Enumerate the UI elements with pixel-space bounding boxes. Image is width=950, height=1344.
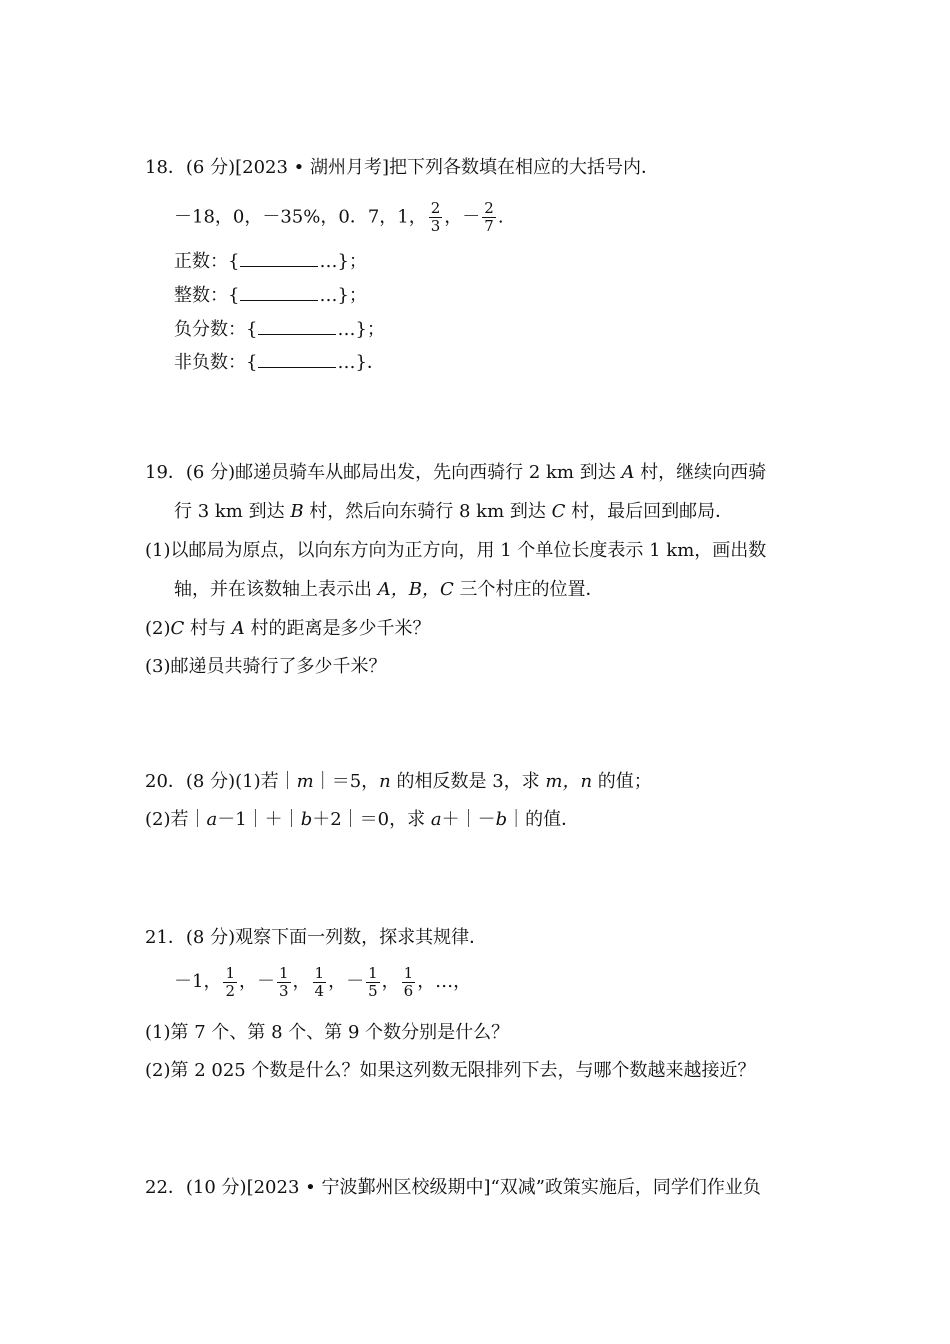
answer-blank[interactable]	[240, 252, 318, 267]
fraction-1-6: $\frac{1}{6}$	[403, 963, 414, 1000]
q20-line-2: (2)若｜a－1｜＋｜b＋2｜＝0，求 a＋｜－b｜的值．	[145, 809, 580, 830]
q18-heading: 18．(6 分)[2023 • 湖州月考]把下列各数填在相应的大括号内．	[145, 157, 660, 178]
q18-numbers-end: .	[497, 206, 504, 228]
q20-line-1: 20．(8 分)(1)若｜m｜＝5，n 的相反数是 3，求 m，n 的值；	[145, 771, 652, 792]
fraction-2-7: $\frac{2}{7}$	[484, 199, 494, 235]
fraction-2-3: $\frac{2}{3}$	[430, 199, 441, 235]
q18-separator: ，－	[444, 206, 481, 228]
q22-heading: 22．(10 分)[2023 • 宁波鄞州区校级期中]“双减”政策实施后，同学们作业负	[145, 1177, 761, 1198]
q21-part-1: (1)第 7 个、第 8 个、第 9 个数分别是什么？	[145, 1022, 510, 1043]
fraction-1-3: $\frac{1}{3}$	[279, 963, 289, 1000]
fraction-1-5: $\frac{1}{5}$	[368, 963, 378, 1000]
q18-numbers	[174, 200, 504, 235]
q18-numbers-prefix: －18，0，－35%，0．7，1，	[174, 206, 427, 228]
fraction-1-2: $\frac{1}{2}$	[225, 963, 235, 1000]
answer-blank[interactable]	[258, 320, 336, 335]
q18-row-nonnegative: 非负数：{ …}．	[174, 352, 385, 373]
q21-sequence: －1， $\frac{1}{2}$ ，－ $\frac{1}{3}$ ， $\frac{1}{4}$ ，－ $\frac{1}{5}$ ， $\frac{1}{6}$ ，…，	[174, 963, 472, 1000]
q18-row-negative-fraction: 负分数：{ …}；	[174, 319, 385, 340]
q21-part-2: (2)第 2 025 个数是什么？如果这列数无限排列下去，与哪个数越来越接近？	[145, 1060, 756, 1081]
q19-part-1a: (1)以邮局为原点，以向东方向为正方向，用 1 个单位长度表示 1 km，画出数	[145, 540, 767, 561]
q19-part-2: (2)C 村与 A 村的距离是多少千米？	[145, 618, 431, 639]
fraction-1-4: $\frac{1}{4}$	[314, 963, 325, 1000]
q19-line-2: 行 3 km 到达 B 村，然后向东骑行 8 km 到达 C 村，最后回到邮局．	[174, 501, 734, 522]
answer-blank[interactable]	[258, 353, 336, 368]
q18-row-integer: 整数：{ …}；	[174, 285, 367, 306]
q19-part-1b: 轴，并在该数轴上表示出 A，B，C 三个村庄的位置．	[174, 579, 604, 600]
q21-heading: 21．(8 分)观察下面一列数，探求其规律．	[145, 927, 488, 948]
q18-row-positive: 正数：{ …}；	[174, 251, 367, 272]
q19-part-3: (3)邮递员共骑行了多少千米？	[145, 656, 387, 677]
answer-blank[interactable]	[240, 286, 318, 301]
q19-line-1: 19．(6 分)邮递员骑车从邮局出发，先向西骑行 2 km 到达 A 村，继续向西骑	[145, 462, 767, 483]
